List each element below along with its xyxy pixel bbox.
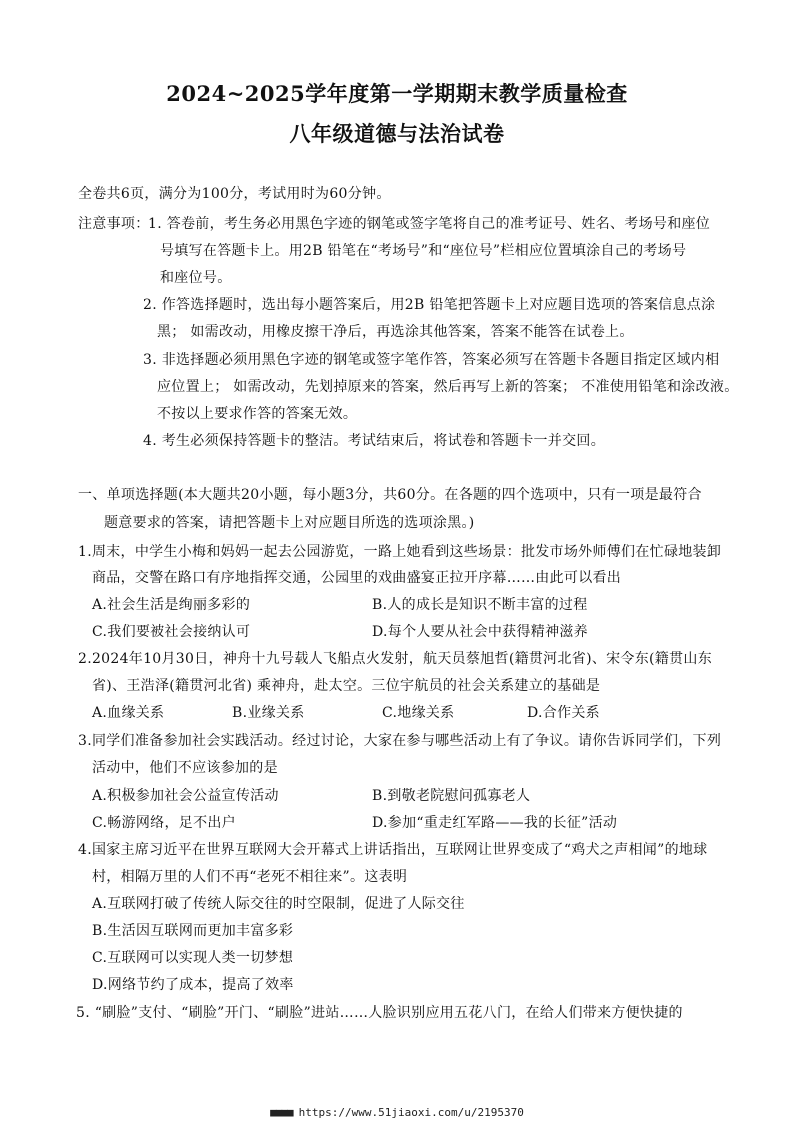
q1-option-a: A.社会生活是绚丽多彩的 bbox=[92, 597, 251, 613]
notice-item-3-line2: 应位置上； 如需改动，先划掉原来的答案，然后再写上新的答案； 不准使用铅笔和涂改液。 bbox=[157, 379, 739, 395]
q2-option-d: D.合作关系 bbox=[527, 705, 600, 721]
notice-label: 注意事项： bbox=[78, 216, 150, 232]
q3-option-b: B.到敬老院慰问孤寡老人 bbox=[372, 788, 531, 804]
notice-item-3-line1: 3. 非选择题必须用黑色字迹的钢笔或签字笔作答，答案必须写在答题卡各题目指定区域内相 bbox=[143, 352, 720, 368]
section-1-header-line2: 题意要求的答案，请把答题卡上对应题目所选的选项涂黑。) bbox=[104, 515, 475, 531]
q5-stem-line1: 5. “刷脸”支付、“刷脸”开门、“刷脸”进站……人脸识别应用五花八门，在给人们带来方便快捷的 bbox=[76, 1005, 683, 1021]
notice-item-2-line1: 2. 作答选择题时，选出每小题答案后，用2B 铅笔把答题卡上对应题目选项的答案信息点涂 bbox=[143, 297, 716, 313]
notice-item-3-line3: 不按以上要求作答的答案无效。 bbox=[157, 406, 358, 422]
section-1-header-line1: 一、单项选择题(本大题共20小题，每小题3分，共60分。在各题的四个选项中，只有一项是最符合 bbox=[78, 487, 702, 503]
q3-stem-line2: 活动中，他们不应该参加的是 bbox=[92, 760, 278, 776]
q3-option-c: C.畅游网络，足不出户 bbox=[92, 815, 236, 831]
q4-stem-line2: 村，相隔万里的人们不再“老死不相往来”。这表明 bbox=[92, 869, 408, 885]
notice-item-2-line2: 黑； 如需改动，用橡皮擦干净后，再选涂其他答案，答案不能答在试卷上。 bbox=[157, 324, 634, 340]
exam-title-line1: 2024~2025学年度第一学期期末教学质量检查 bbox=[166, 81, 628, 106]
q1-option-d: D.每个人要从社会中获得精神滋养 bbox=[372, 624, 588, 640]
q3-option-a: A.积极参加社会公益宣传活动 bbox=[92, 788, 279, 804]
q3-option-d: D.参加“重走红军路——我的长征”活动 bbox=[372, 815, 618, 831]
notice-item-1-line2: 号填写在答题卡上。用2B 铅笔在“考场号”和“座位号”栏相应位置填涂自己的考场号 bbox=[160, 243, 687, 259]
q2-stem-line1: 2.2024年10月30日，神舟十九号载人飞船点火发射，航天员蔡旭哲(籍贯河北省)、宋令东(籍贯山东 bbox=[78, 651, 712, 667]
q4-option-d: D.网络节约了成本，提高了效率 bbox=[92, 977, 294, 993]
q4-option-a: A.互联网打破了传统人际交往的时空限制，促进了人际交往 bbox=[92, 896, 465, 912]
q1-stem-line1: 1.周末，中学生小梅和妈妈一起去公园游览，一路上她看到这些场景：批发市场外师傅们在忙碌地装卸 bbox=[78, 544, 722, 560]
q4-option-c: C.互联网可以实现人类一切梦想 bbox=[92, 950, 294, 966]
q4-option-b: B.生活因互联网而更加丰富多彩 bbox=[92, 923, 294, 939]
notice-item-1-line3: 和座位号。 bbox=[160, 270, 232, 286]
q1-option-b: B.人的成长是知识不断丰富的过程 bbox=[372, 597, 588, 613]
q1-option-c: C.我们要被社会接纳认可 bbox=[92, 624, 251, 640]
footer-url-link[interactable]: https://www.51jiaoxi.com/u/2195370 bbox=[298, 1106, 524, 1119]
q2-option-a: A.血缘关系 bbox=[92, 705, 165, 721]
footer-watermark-mark: ■■■■ bbox=[270, 1106, 293, 1119]
page-footer bbox=[0, 1106, 794, 1119]
q2-option-b: B.业缘关系 bbox=[232, 705, 305, 721]
q2-option-c: C.地缘关系 bbox=[382, 705, 455, 721]
q1-stem-line2: 商品，交警在路口有序地指挥交通，公园里的戏曲盛宴正拉开序幕……由此可以看出 bbox=[92, 570, 622, 586]
exam-intro: 全卷共6页，满分为100分，考试用时为60分钟。 bbox=[78, 186, 391, 202]
notice-item-4: 4. 考生必须保持答题卡的整洁。考试结束后，将试卷和答题卡一并交回。 bbox=[143, 433, 606, 449]
exam-title-line2: 八年级道德与法治试卷 bbox=[289, 121, 505, 146]
q4-stem-line1: 4.国家主席习近平在世界互联网大会开幕式上讲话指出，互联网让世界变成了“鸡犬之声相闻”的地球 bbox=[78, 842, 708, 858]
notice-item-1-line1: 1. 答卷前，考生务必用黑色字迹的钢笔或签字笔将自己的准考证号、姓名、考场号和座位 bbox=[148, 216, 711, 232]
q3-stem-line1: 3.同学们准备参加社会实践活动。经过讨论，大家在参与哪些活动上有了争议。请你告诉同学们，下列 bbox=[78, 733, 722, 749]
q2-stem-line2: 省)、王浩泽(籍贯河北省) 乘神舟，赴太空。三位宇航员的社会关系建立的基础是 bbox=[92, 678, 601, 694]
